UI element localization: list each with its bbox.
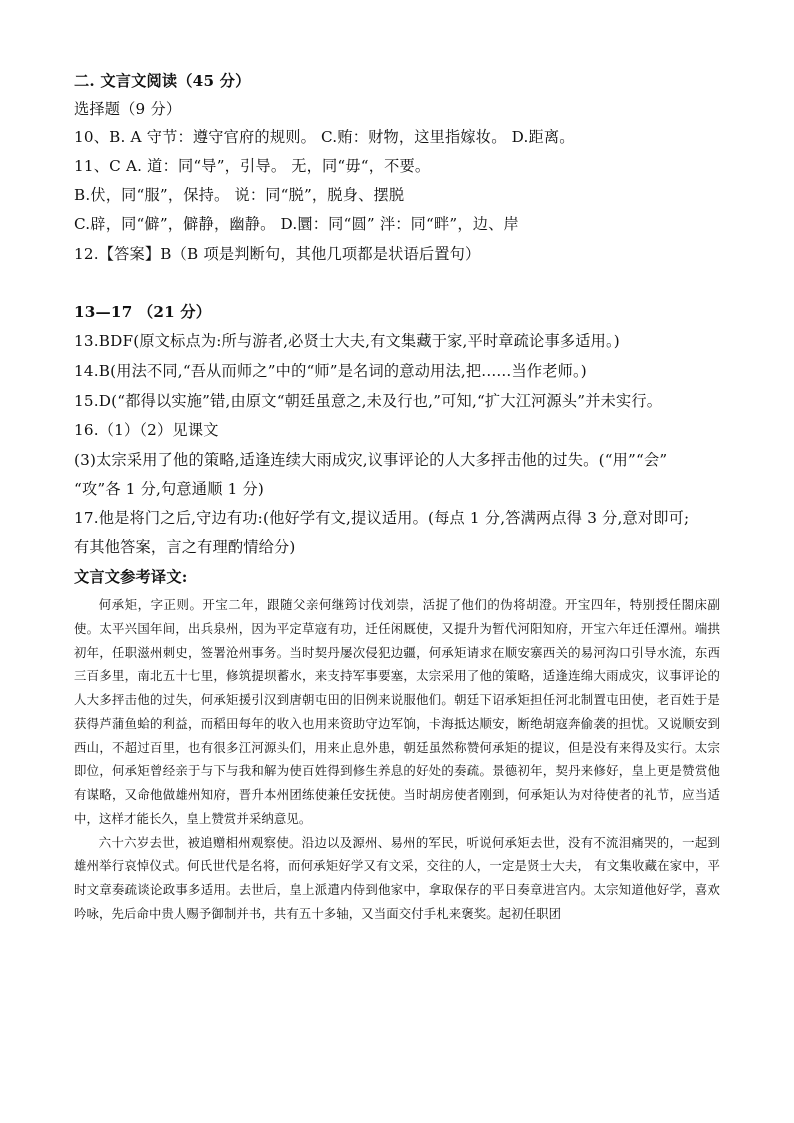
answer-line: C.辟，同“僻”，僻静，幽静。 D.圜：同“圆” 泮：同“畔”，边、岸 (74, 215, 519, 233)
choice-title: 选择题（9 分） (74, 100, 182, 118)
translation-paragraph: 何承矩，字正则。开宝二年，跟随父亲何继筠讨伐刘崇，活捉了他们的伪将胡澄。开宝四年，特别授任閤床副使。太平兴国年间，出兵泉州，因为平定草寇有功，迁任闲厩使，又提升为暂代河阳知府，开宝六年迁任潭州。端拱初年，任职滋州刺史，签署沧州事务。当时契丹屡次侵犯边疆，何承矩请求在顺安寨西关的易河沟口引导水流，东西三百多里，南北五十七里，修筑提坝蓄水，来支持军事要塞，太宗采用了他的策略，适逢连绵大雨成灾，议事评论的人大多抨击他的过失，何承矩援引汉到唐朝屯田的旧例来说服他们。朝廷下诏承矩担任河北制置屯田使，老百姓于是获得芦蒲鱼蛤的利益，而稻田每年的收入也用来资助守边军饷，卡海抵达顺安，断绝胡寇奔偷袭的担忧。又说顺安到西山，不超过百里，也有很多江河源头们，用来止息外患，朝廷虽然称赞何承矩的提议，但是没有来得及实行。太宗即位，何承矩曾经亲于与下与我和解为使百姓得到修生养息的好处的奏疏。景德初年，契丹来修好，皇上更是赞赏他有谋略，又命他做雄州知府，晋升本州团练使兼任安抚使。当时胡房使者刚到，何承矩认为对待使者的礼节，应当适中，这样才能长久，皇上赞赏并采纳意见。 (74, 597, 720, 826)
translation-body (74, 593, 720, 926)
answer-line: “攻”各 1 分,句意通顺 1 分) (74, 480, 265, 498)
answer-line: 13.BDF(原文标点为:所与游者,必贤士大夫,有文集藏于家,平时章疏论事多适用。) (74, 332, 620, 350)
answer-line: 15.D(“都得以实施”错,由原文“朝廷虽意之,未及行也,”可知,“扩大江河源头”并未实行。 (74, 392, 663, 410)
section-heading: 二. 文言文阅读（45 分） (74, 72, 251, 90)
answer-line: 11、C A. 道：同“导”，引导。 无，同“毋“，不要。 (74, 157, 431, 175)
answer-line: 10、B. A 守节：遵守官府的规则。 C.贿：财物，这里指嫁妆。 D.距离。 (74, 128, 575, 146)
answer-line: 14.B(用法不同,“吾从而师之”中的“师”是名词的意动用法,把......当作老师。) (74, 362, 587, 380)
answer-line: B.伏，同“服”，保持。 说：同“脱”，脱身、摆脱 (74, 186, 405, 204)
translation-paragraph: 六十六岁去世，被追赠相州观察使。沿边以及源州、易州的军民，听说何承矩去世，没有不流泪痛哭的，一起到雄州举行哀悼仪式。何氏世代是名将，而何承矩好学又有文采，交往的人，一定是贤士大夫， 有文集收藏在家中，平时文章奏疏谈论政事多适用。去世后，皇上派遣内侍到他家中，拿取保存的平日奏章进宫内。太宗知道他好学，喜欢吟咏，先后命中贵人赐予御制并书，共有五十多轴，又当面交付手札来褒奖。起初任职团 (74, 834, 720, 921)
answer-line: 12.【答案】B（B 项是判断句，其他几项都是状语后置句） (74, 245, 481, 263)
part2-heading: 13—17 （21 分） (74, 303, 212, 321)
answer-line: 16.（1）（2）见课文 (74, 421, 219, 439)
answer-line: (3)太宗采用了他的策略,适逢连续大雨成灾,议事评论的人大多抨击他的过失。(“用”“会” (74, 451, 668, 469)
answer-line: 有其他答案，言之有理酌情给分) (74, 538, 296, 556)
translation-heading: 文言文参考译文: (74, 568, 188, 586)
answer-line: 17.他是将门之后,守边有功:(他好学有文,提议适用。(每点 1 分,答满两点得 3 分,意对即可; (74, 509, 690, 527)
